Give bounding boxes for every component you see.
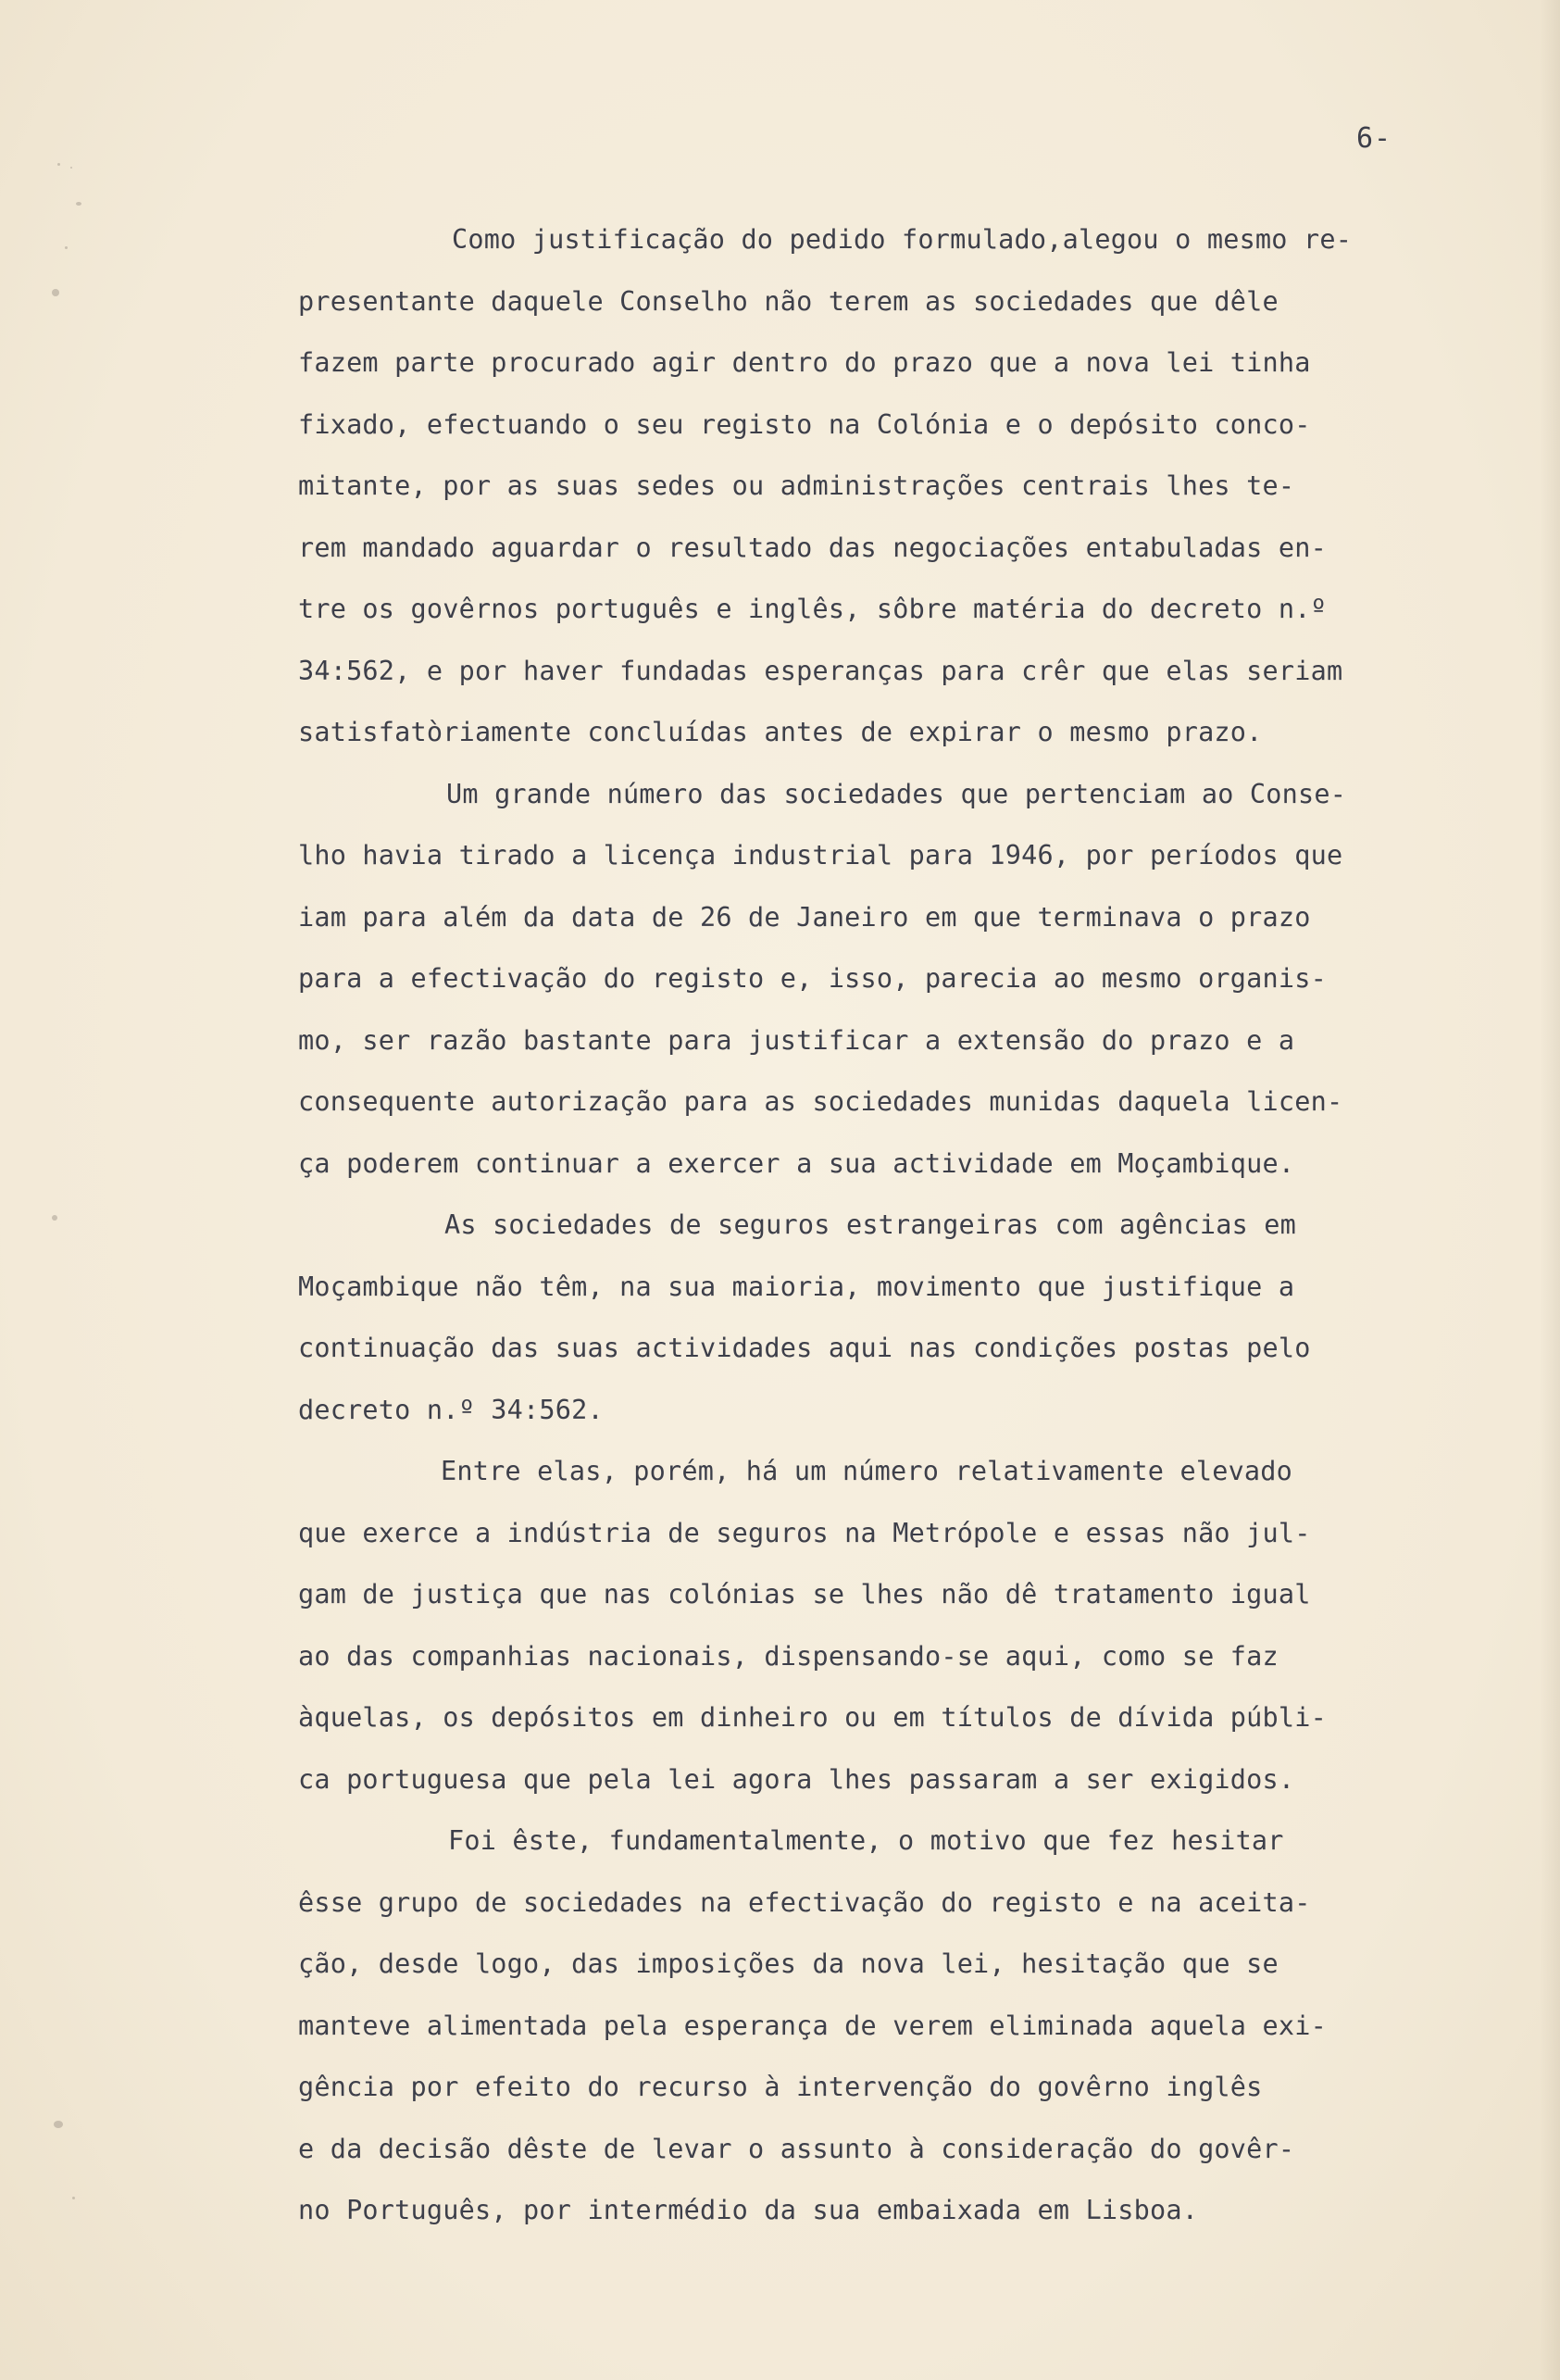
paper-speck [72, 2197, 75, 2199]
text-line: ça poderem continuar a exercer a sua actividade em Moçambique. [298, 1147, 1295, 1179]
text-line: Um grande número das sociedades que pertenciam ao Conse- [446, 778, 1347, 809]
text-line: mo, ser razão bastante para justificar a extensão do prazo e a [298, 1024, 1295, 1056]
text-line: consequente autorização para as sociedades munidas daquela licen- [298, 1086, 1343, 1117]
paper-speck [52, 1215, 57, 1221]
text-line: satisfatòriamente concluídas antes de expirar o mesmo prazo. [298, 717, 1263, 747]
text-line: no Português, por intermédio da sua embaixada em Lisboa. [298, 2195, 1199, 2225]
text-line: ção, desde logo, das imposições da nova lei, hesitação que se [298, 1948, 1279, 1979]
text-line: tre os govêrnos português e inglês, sôbre matéria do decreto n.º [298, 594, 1327, 624]
text-line: fixado, efectuando o seu registo na Colónia e o depósito conco- [298, 408, 1311, 440]
text-line: mitante, por as suas sedes ou administrações centrais lhes te- [298, 470, 1295, 501]
text-line: lho havia tirado a licença industrial para 1946, por períodos que [298, 840, 1343, 871]
paper-speck [52, 289, 59, 296]
text-line: gam de justiça que nas colónias se lhes não dê tratamento igual [298, 1579, 1311, 1610]
text-line: continuação das suas actividades aqui nas condições postas pelo [298, 1333, 1311, 1363]
text-line: e da decisão dêste de levar o assunto à consideração do govêr- [298, 2133, 1295, 2164]
text-line: àquelas, os depósitos em dinheiro ou em títulos de dívida públi- [298, 1702, 1327, 1733]
text-line: decreto n.º 34:562. [298, 1394, 604, 1425]
text-line: iam para além da data de 26 de Janeiro em que terminava o prazo [298, 901, 1311, 933]
text-line: que exerce a indústria de seguros na Metrópole e essas não jul- [298, 1517, 1311, 1548]
paragraph [298, 1195, 1506, 1441]
paragraph [298, 209, 1506, 764]
paragraph [298, 764, 1506, 1196]
paper-speck [76, 202, 81, 206]
text-line: Entre elas, porém, há um número relativamente elevado [441, 1456, 1292, 1486]
text-line: ca portuguesa que pela lei agora lhes passaram a ser exigidos. [298, 1763, 1295, 1795]
page-number: 6- [1356, 122, 1392, 155]
text-line: ao das companhias nacionais, dispensando-se aqui, como se faz [298, 1640, 1279, 1672]
paper-speck [70, 167, 72, 169]
body-text [298, 209, 1506, 2242]
paper-edge-shadow [1540, 0, 1560, 2380]
paper-speck [57, 163, 60, 166]
text-line: gência por efeito do recurso à intervenção do govêrno inglês [298, 2072, 1263, 2102]
text-line: As sociedades de seguros estrangeiras com agências em [444, 1209, 1296, 1240]
text-line: Como justificação do pedido formulado,alegou o mesmo re- [452, 224, 1353, 255]
text-line: Moçambique não têm, na sua maioria, movimento que justifique a [298, 1271, 1295, 1302]
paper-speck [54, 2121, 63, 2128]
text-line: rem mandado aguardar o resultado das negociações entabuladas en- [298, 532, 1327, 563]
text-line: êsse grupo de sociedades na efectivação do registo e na aceita- [298, 1886, 1311, 1918]
text-line: 34:562, e por haver fundadas esperanças para crêr que elas seriam [298, 655, 1343, 686]
text-line: presentante daquele Conselho não terem as sociedades que dêle [298, 285, 1279, 317]
text-line: Foi êste, fundamentalmente, o motivo que fez hesitar [448, 1825, 1284, 1856]
paper-speck [65, 246, 68, 249]
text-line: para a efectivação do registo e, isso, parecia ao mesmo organis- [298, 963, 1327, 994]
text-line: manteve alimentada pela esperança de verem eliminada aquela exi- [298, 2010, 1327, 2041]
text-line: fazem parte procurado agir dentro do prazo que a nova lei tinha [298, 347, 1311, 378]
paragraph [298, 1441, 1506, 1810]
paragraph [298, 1810, 1506, 2242]
